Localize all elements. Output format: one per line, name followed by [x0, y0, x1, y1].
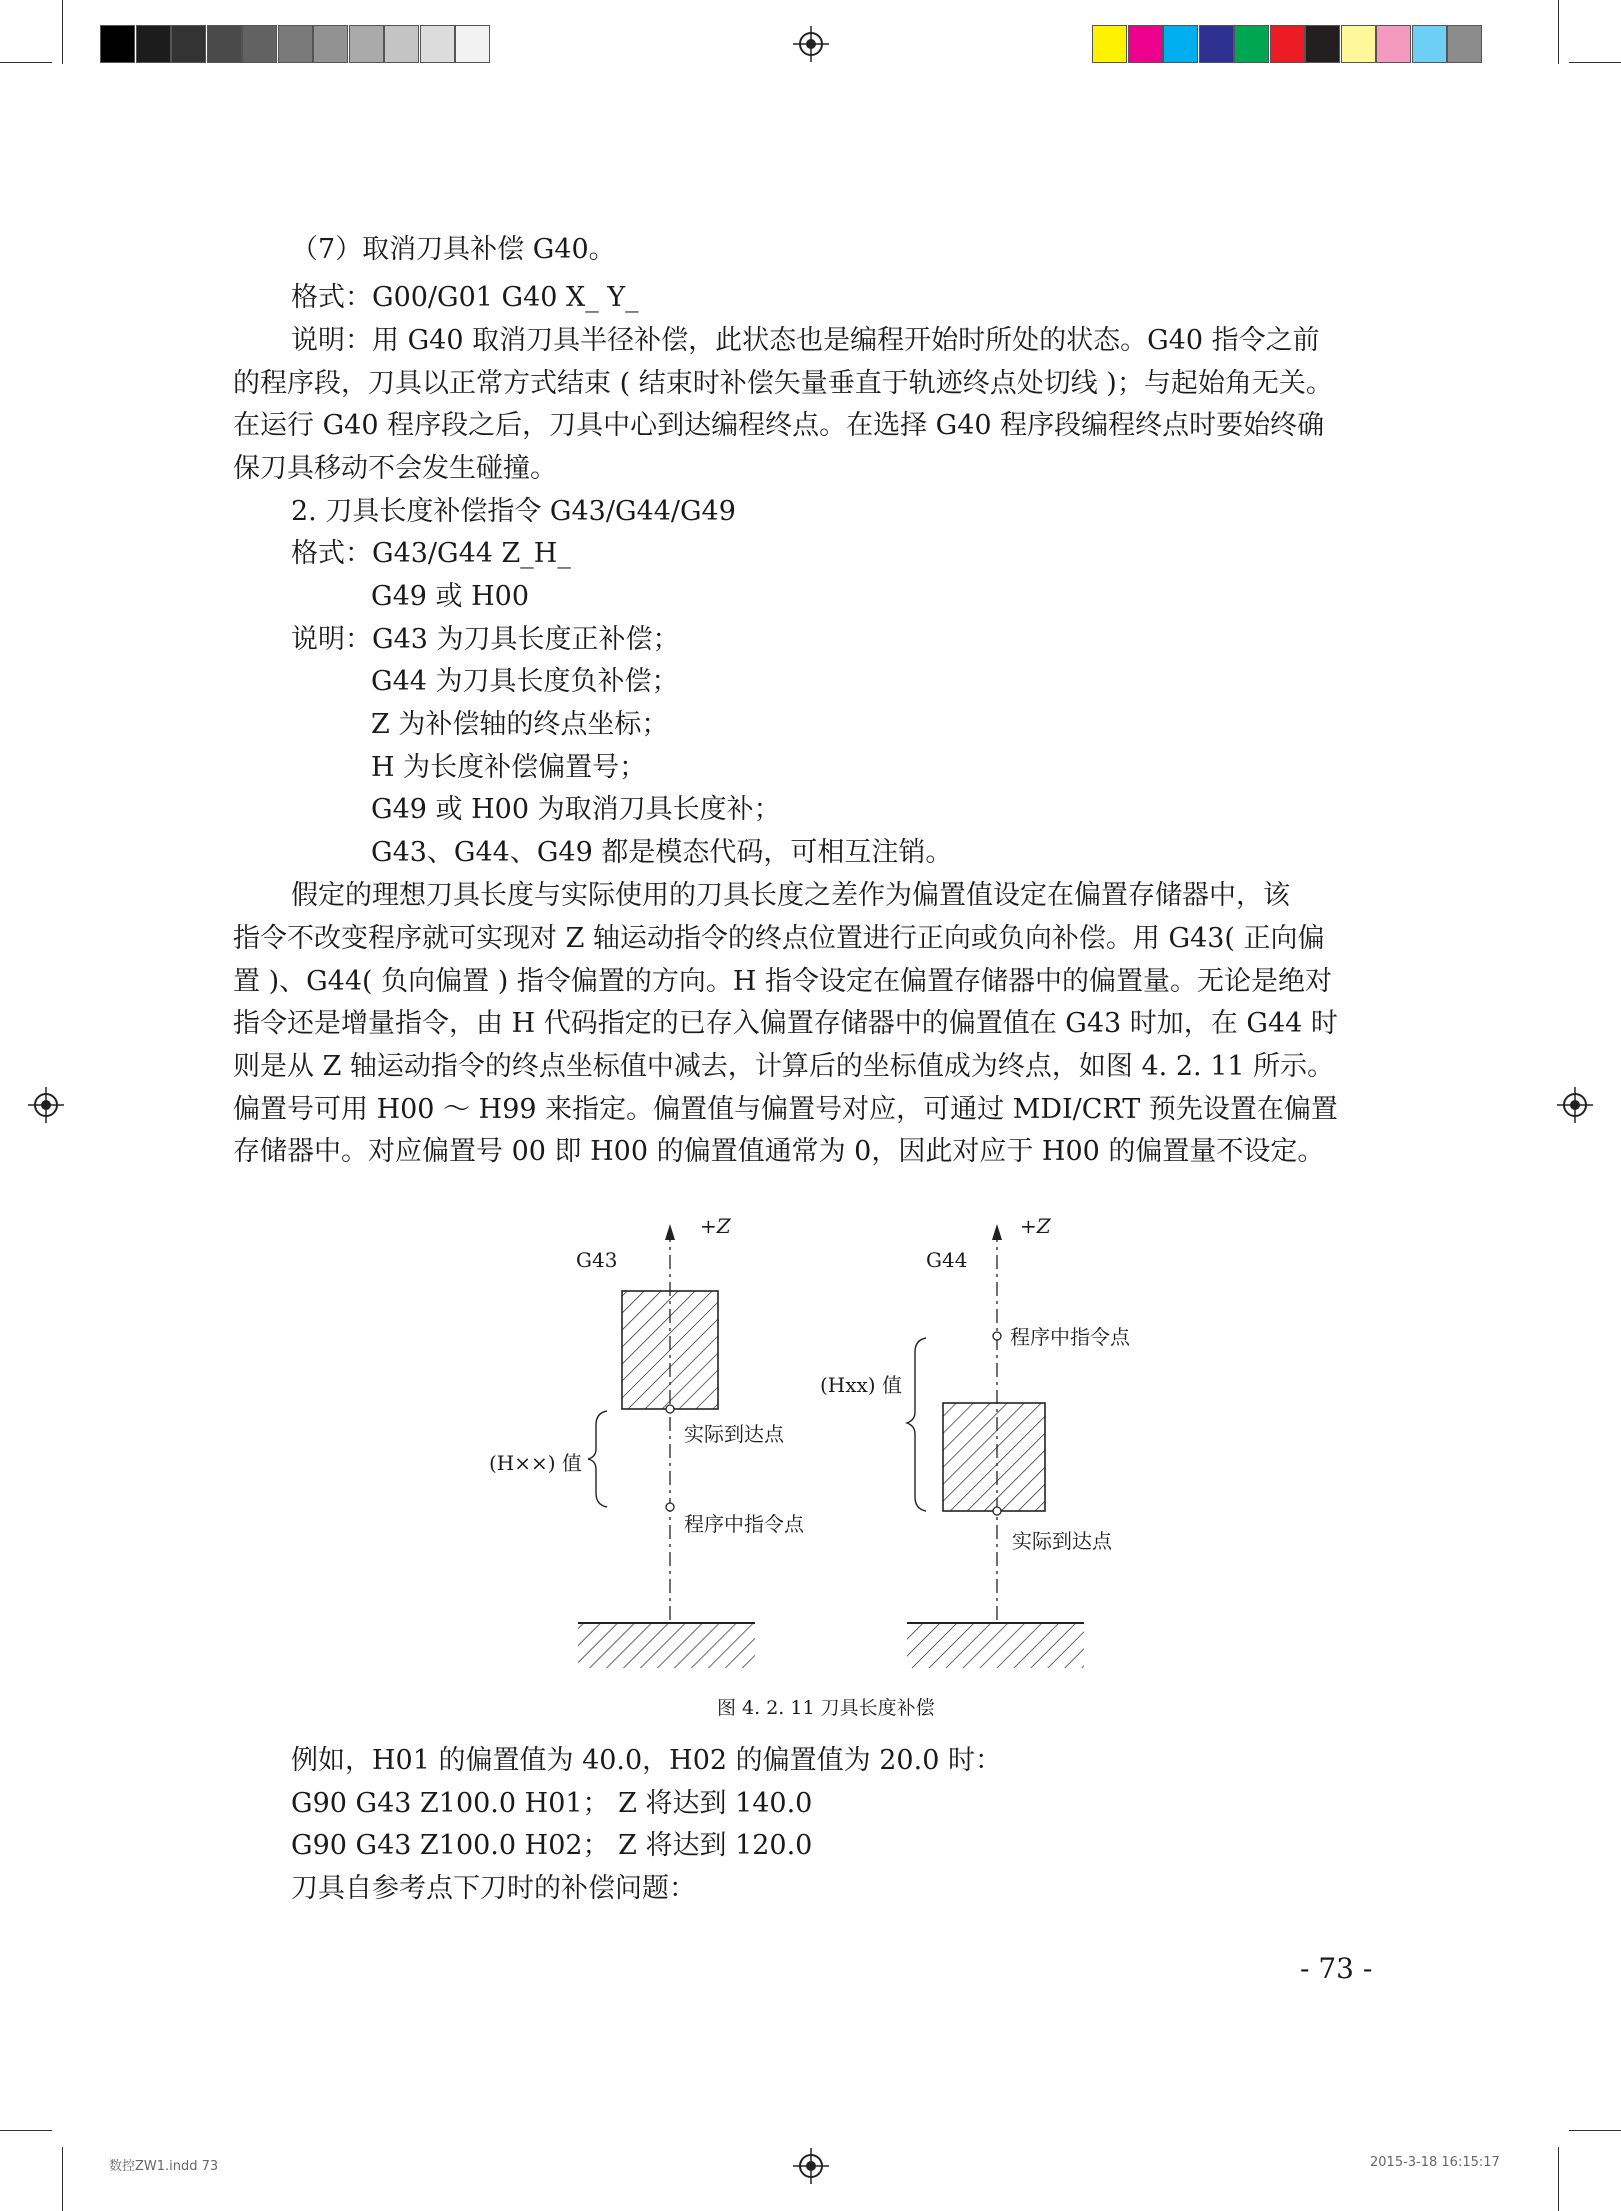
- axis-label: +Z: [700, 1214, 731, 1238]
- description-line: G43、G44、G49 都是模态代码，可相互注销。: [371, 837, 953, 868]
- format-line: 格式：G43/G44 Z_H_: [291, 538, 571, 569]
- paragraph-line: 的程序段，刀具以正常方式结束 ( 结束时补偿矢量垂直于轨迹终点处切线 )；与起始角无关。: [233, 368, 1333, 399]
- description-line: G44 为刀具长度负补偿；: [371, 666, 679, 697]
- paragraph-line: 假定的理想刀具长度与实际使用的刀具长度之差作为偏置值设定在偏置存储器中，该: [291, 880, 1290, 911]
- workpiece-hatch: [578, 1624, 755, 1668]
- format-line: G49 或 H00: [371, 581, 529, 612]
- code-label: G43: [576, 1248, 618, 1272]
- example-line: 例如，H01 的偏置值为 40.0，H02 的偏置值为 20.0 时：: [291, 1745, 1002, 1776]
- paragraph-line: 说明：用 G40 取消刀具半径补偿，此状态也是编程开始时所处的状态。G40 指令之前: [291, 325, 1320, 356]
- paragraph-line: 指令还是增量指令，由 H 代码指定的已存入偏置存储器中的偏置值在 G43 时加，在 G44 时: [233, 1008, 1338, 1039]
- description-line: G49 或 H00 为取消刀具长度补；: [371, 794, 781, 825]
- actual-point-marker: [666, 1405, 674, 1413]
- tool-body: [622, 1291, 718, 1409]
- page-number: - 73 -: [1300, 1952, 1373, 1985]
- axis-label: +Z: [1020, 1214, 1051, 1238]
- example-line: G90 G43 Z100.0 H01； Z 将达到 140.0: [291, 1788, 813, 1819]
- heading-cancel-compensation: （7）取消刀具补偿 G40。: [291, 234, 616, 265]
- paragraph-line: 在运行 G40 程序段之后，刀具中心到达编程终点。在选择 G40 程序段编程终点时要始终确: [233, 410, 1325, 441]
- description-line: H 为长度补偿偏置号；: [371, 752, 647, 783]
- command-point-label: 程序中指令点: [1010, 1325, 1130, 1349]
- g44-diagram: [907, 1224, 1084, 1668]
- slug-timestamp: 2015-3-18 16:15:17: [1370, 2155, 1500, 2170]
- command-point-marker: [666, 1503, 674, 1511]
- description-line: 说明：G43 为刀具长度正补偿；: [291, 624, 680, 655]
- offset-brace: [907, 1338, 926, 1511]
- paragraph-line: 存储器中。对应偏置号 00 即 H00 的偏置值通常为 0，因此对应于 H00 的偏置量不设定。: [233, 1136, 1325, 1167]
- description-line: Z 为补偿轴的终点坐标；: [371, 709, 669, 740]
- paragraph-line: 指令不改变程序就可实现对 Z 轴运动指令的终点位置进行正向或负向补偿。用 G43( 正向偏: [233, 923, 1325, 954]
- figure-caption: 图 4. 2. 11 刀具长度补偿: [717, 1697, 935, 1719]
- example-line: G90 G43 Z100.0 H02； Z 将达到 120.0: [291, 1830, 813, 1861]
- slug-filename: 数控ZW1.indd 73: [109, 2159, 219, 2174]
- workpiece-hatch: [907, 1624, 1084, 1668]
- command-point-marker: [993, 1332, 1001, 1340]
- command-point-label: 程序中指令点: [684, 1512, 804, 1536]
- format-line: 格式：G00/G01 G40 X_ Y_: [291, 282, 639, 313]
- code-label: G44: [926, 1248, 968, 1272]
- offset-label: (Hxx) 值: [820, 1373, 902, 1397]
- actual-point-label: 实际到达点: [684, 1422, 784, 1446]
- z-axis-arrow-icon: [665, 1224, 675, 1240]
- actual-point-marker: [993, 1507, 1001, 1515]
- example-line: 刀具自参考点下刀时的补偿问题：: [291, 1873, 696, 1904]
- paragraph-line: 置 )、G44( 负向偏置 ) 指令偏置的方向。H 指令设定在偏置存储器中的偏置量。无论是绝对: [233, 966, 1332, 997]
- offset-brace: [588, 1411, 607, 1507]
- section-heading: 2. 刀具长度补偿指令 G43/G44/G49: [291, 496, 736, 527]
- paragraph-line: 保刀具移动不会发生碰撞。: [233, 453, 557, 484]
- tool-body: [943, 1403, 1045, 1511]
- paragraph-line: 偏置号可用 H00 ～ H99 来指定。偏置值与偏置号对应，可通过 MDI/CRT 预先设置在偏置: [233, 1094, 1338, 1125]
- z-axis-arrow-icon: [992, 1224, 1002, 1240]
- offset-label: (H××) 值: [489, 1451, 582, 1475]
- actual-point-label: 实际到达点: [1012, 1529, 1112, 1553]
- paragraph-line: 则是从 Z 轴运动指令的终点坐标值中减去，计算后的坐标值成为终点，如图 4. 2. 11 所示。: [233, 1051, 1335, 1082]
